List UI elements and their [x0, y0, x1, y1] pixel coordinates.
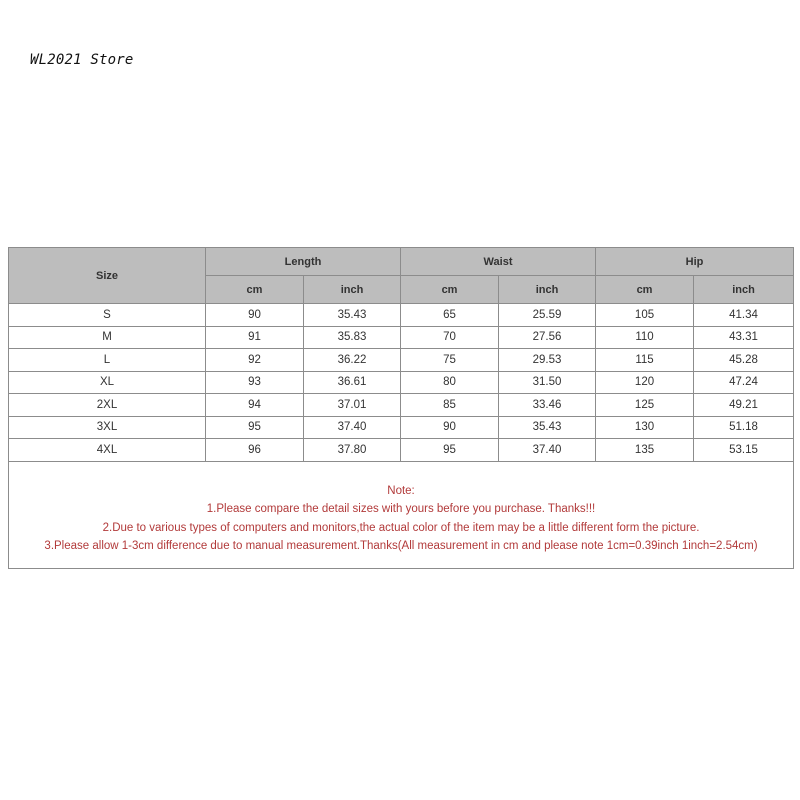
- measurement-cell: 33.46: [499, 394, 596, 417]
- measurement-cell: 25.59: [499, 304, 596, 327]
- measurement-cell: 37.01: [304, 394, 401, 417]
- table-row: [9, 439, 794, 462]
- length-header: Length: [206, 248, 401, 276]
- measurement-cell: 94: [206, 394, 304, 417]
- measurement-cell: 125: [596, 394, 694, 417]
- table-row: [9, 371, 794, 394]
- measurement-cell: 115: [596, 349, 694, 372]
- measurement-cell: 47.24: [694, 371, 794, 394]
- store-name: WL2021 Store: [30, 52, 134, 68]
- measurement-cell: 37.40: [499, 439, 596, 462]
- measurement-cell: 45.28: [694, 349, 794, 372]
- measurement-cell: 35.83: [304, 326, 401, 349]
- measurement-cell: 96: [206, 439, 304, 462]
- size-label-cell: L: [9, 349, 206, 372]
- measurement-cell: 135: [596, 439, 694, 462]
- table-row: [9, 304, 794, 327]
- unit-header: cm: [401, 276, 499, 304]
- measurement-cell: 36.61: [304, 371, 401, 394]
- waist-header: Waist: [401, 248, 596, 276]
- size-label-cell: M: [9, 326, 206, 349]
- measurement-cell: 95: [401, 439, 499, 462]
- measurement-cell: 93: [206, 371, 304, 394]
- unit-header: inch: [694, 276, 794, 304]
- measurement-cell: 92: [206, 349, 304, 372]
- measurement-cell: 51.18: [694, 416, 794, 439]
- size-label-cell: XL: [9, 371, 206, 394]
- table-row: [9, 326, 794, 349]
- hip-header: Hip: [596, 248, 794, 276]
- measurement-cell: 29.53: [499, 349, 596, 372]
- measurement-cell: 110: [596, 326, 694, 349]
- measurement-cell: 35.43: [304, 304, 401, 327]
- measurement-cell: 95: [206, 416, 304, 439]
- measurement-cell: 130: [596, 416, 694, 439]
- note-line: 1.Please compare the detail sizes with yours before you purchase. Thanks!!!: [206, 503, 596, 515]
- size-label-cell: 3XL: [9, 416, 206, 439]
- size-label-cell: 2XL: [9, 394, 206, 417]
- measurement-cell: 37.80: [304, 439, 401, 462]
- measurement-cell: 85: [401, 394, 499, 417]
- measurement-cell: 91: [206, 326, 304, 349]
- size-label-cell: S: [9, 304, 206, 327]
- measurement-cell: 105: [596, 304, 694, 327]
- measurement-cell: 37.40: [304, 416, 401, 439]
- size-label-cell: 4XL: [9, 439, 206, 462]
- table-row: [9, 349, 794, 372]
- measurement-cell: 90: [401, 416, 499, 439]
- size-chart: [8, 247, 793, 553]
- size-rows: [9, 304, 794, 462]
- measurement-cell: 90: [206, 304, 304, 327]
- measurement-cell: 65: [401, 304, 499, 327]
- measurement-cell: 36.22: [304, 349, 401, 372]
- table-row: [9, 416, 794, 439]
- measurement-cell: 80: [401, 371, 499, 394]
- notes-cell: [9, 461, 794, 568]
- unit-header: cm: [206, 276, 304, 304]
- measurement-cell: 75: [401, 349, 499, 372]
- note-line: 3.Please allow 1-3cm difference due to manual measurement.Thanks(All measurement in cm and please note 1cm=0.39inch 1inch=2.54cm): [44, 540, 758, 552]
- measurement-cell: 35.43: [499, 416, 596, 439]
- size-header: Size: [9, 248, 206, 304]
- measurement-cell: 53.15: [694, 439, 794, 462]
- unit-header: inch: [304, 276, 401, 304]
- measurement-cell: 31.50: [499, 371, 596, 394]
- note-title: Note:: [387, 484, 415, 497]
- measurement-cell: 70: [401, 326, 499, 349]
- measurement-cell: 43.31: [694, 326, 794, 349]
- measurement-cell: 120: [596, 371, 694, 394]
- size-table: [8, 247, 794, 569]
- table-row: [9, 394, 794, 417]
- measurement-cell: 49.21: [694, 394, 794, 417]
- measurement-cell: 27.56: [499, 326, 596, 349]
- note-line: 2.Due to various types of computers and monitors,the actual color of the item may be a little different form the picture.: [102, 521, 700, 534]
- unit-header: cm: [596, 276, 694, 304]
- measurement-cell: 41.34: [694, 304, 794, 327]
- unit-header: inch: [499, 276, 596, 304]
